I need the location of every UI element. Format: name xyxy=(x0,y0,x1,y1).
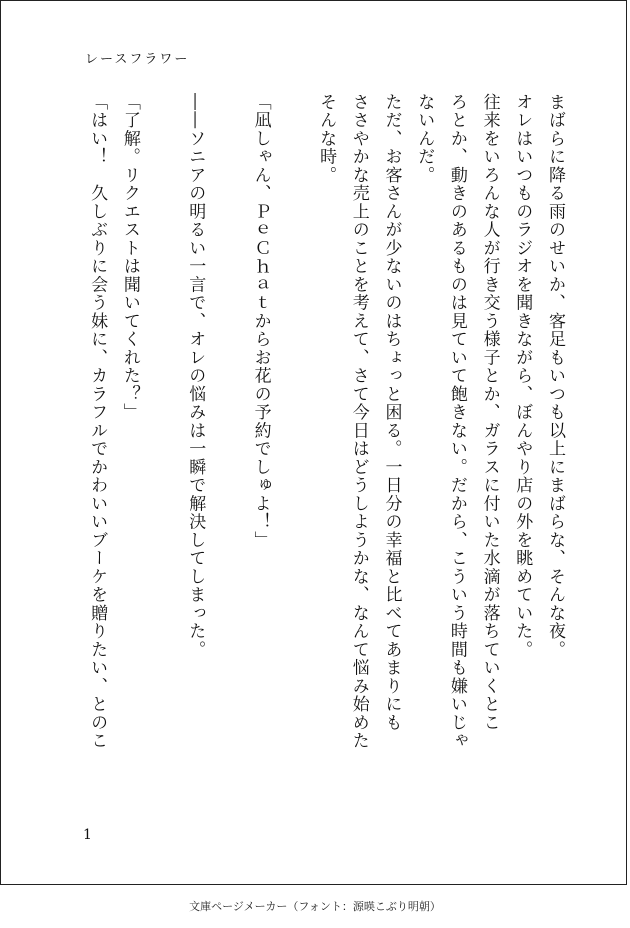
text-line: ささやかな売上のことを考えて、さて今日はどうしようかな、なんて悩み始めた xyxy=(348,93,369,750)
text-line: ――ソニアの明るい一言で、オレの悩みは一瞬で解決してしまった。 xyxy=(185,93,206,659)
page-number: 1 xyxy=(83,827,92,843)
blank-line xyxy=(146,93,179,793)
text-line: そんな時。 xyxy=(316,93,337,185)
vertical-text-body xyxy=(71,93,571,793)
text-line: オレはいつものラジオを聞きながら、ぼんやり店の外を眺めていた。 xyxy=(512,93,533,659)
blank-line xyxy=(211,93,244,793)
text-line: まばらに降る雨のせいか、客足もいつも以上にまばらな、そんな夜。 xyxy=(545,93,565,659)
text-line: 「はい！ 久しぶりに会う妹に、カラフルでかわいいブーケを贈りたい、とのこ xyxy=(87,93,108,750)
footer-credit: 文庫ページメーカー（フォント：源暎こぶり明朝） xyxy=(189,900,441,913)
blank-line xyxy=(277,93,310,793)
running-header: レースフラワー xyxy=(85,52,190,67)
text-line: 「了解。リクエストは聞いてくれた？」 xyxy=(119,93,140,422)
text-line: 「凪しゃん、ＰｅＣｈａｔからお花の予約でしゅよ！」 xyxy=(250,93,271,550)
text-line: 往来をいろんな人が行き交う様子とか、ガラスに付いた水滴が落ちていくとこ xyxy=(479,93,500,732)
text-line: ないんだ。 xyxy=(414,93,435,185)
text-line: ろとか、動きのあるものは見ていて飽きない。だから、こういう時間も嫌いじゃ xyxy=(446,93,467,750)
text-line: ただ、お客さんが少ないのはちょっと困る。一日分の幸福と比べてあまりにも xyxy=(381,93,402,732)
